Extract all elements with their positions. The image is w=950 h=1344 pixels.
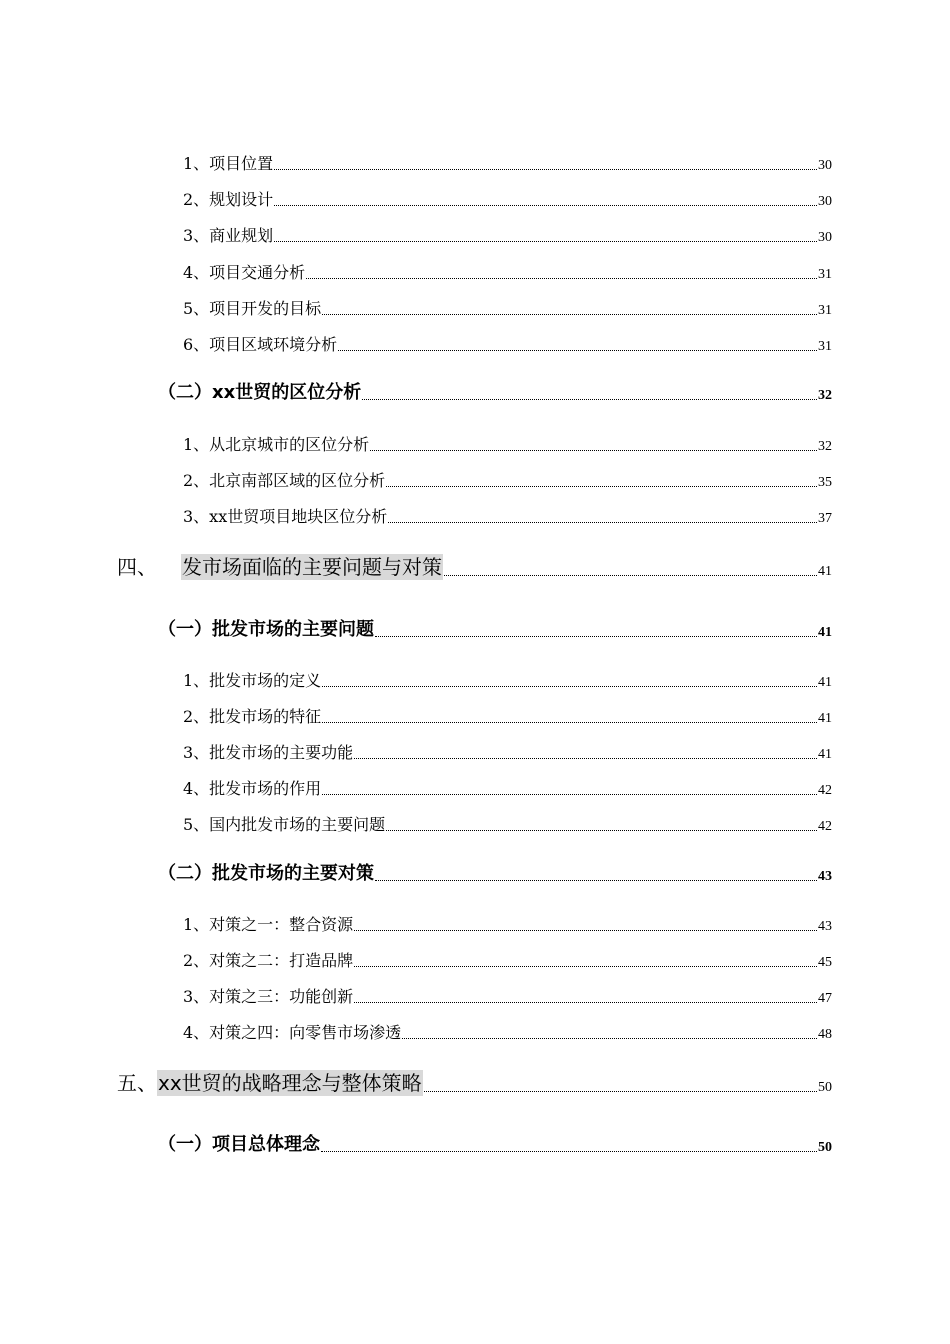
toc-entry-label: xx世贸的战略理念与整体策略 xyxy=(158,1071,422,1095)
toc-page-number: 32 xyxy=(818,439,832,454)
dot-leader xyxy=(306,278,817,279)
dot-leader xyxy=(402,1038,817,1039)
toc-entry-label: 4、批发市场的作用 xyxy=(183,779,322,798)
dot-leader xyxy=(338,350,817,351)
toc-entry-label: 3、批发市场的主要功能 xyxy=(183,743,354,762)
toc-entry[interactable] xyxy=(183,259,832,283)
toc-entry[interactable] xyxy=(183,775,832,799)
toc-page-number: 41 xyxy=(818,747,832,762)
toc-page-number: 47 xyxy=(818,991,832,1006)
toc-entry[interactable] xyxy=(183,667,832,691)
toc-entry[interactable] xyxy=(183,467,832,491)
dot-leader xyxy=(362,399,817,400)
toc-page-number: 37 xyxy=(818,511,832,526)
toc-entry[interactable] xyxy=(183,703,832,727)
toc-entry[interactable] xyxy=(183,983,832,1007)
toc-entry-label: 2、对策之二：打造品牌 xyxy=(183,951,354,970)
toc-entry[interactable] xyxy=(183,222,832,246)
toc-page-number: 31 xyxy=(818,303,832,318)
toc-entry[interactable] xyxy=(183,503,832,527)
toc-entry-label: （一）批发市场的主要问题 xyxy=(158,619,374,640)
toc-page-number: 50 xyxy=(818,1140,832,1155)
toc-page-number: 42 xyxy=(818,783,832,798)
toc-entry-label: 3、对策之三：功能创新 xyxy=(183,987,354,1006)
toc-page-number: 41 xyxy=(818,625,832,640)
dot-leader xyxy=(274,241,817,242)
toc-page-number: 30 xyxy=(818,194,832,209)
toc-page-number: 41 xyxy=(818,564,832,579)
toc-entry[interactable] xyxy=(183,947,832,971)
toc-entry[interactable] xyxy=(183,331,832,355)
dot-leader xyxy=(370,450,817,451)
toc-entry-label: 4、项目交通分析 xyxy=(183,263,306,282)
toc-entry[interactable] xyxy=(183,1019,832,1043)
toc-page-number: 41 xyxy=(818,675,832,690)
toc-page-number: 31 xyxy=(818,339,832,354)
toc-entry-label: 5、项目开发的目标 xyxy=(183,299,322,318)
dot-leader xyxy=(322,686,817,687)
dot-leader xyxy=(354,1002,817,1003)
toc-entry-label: 1、对策之一：整合资源 xyxy=(183,915,354,934)
dot-leader xyxy=(375,880,817,881)
dot-leader xyxy=(274,169,817,170)
toc-page-number: 48 xyxy=(818,1027,832,1042)
toc-page-number: 50 xyxy=(818,1080,832,1095)
toc-entry[interactable] xyxy=(183,186,832,210)
dot-leader xyxy=(375,636,817,637)
dot-leader xyxy=(444,575,817,576)
toc-page-number: 42 xyxy=(818,819,832,834)
toc-entry-label: （一）项目总体理念 xyxy=(158,1134,320,1155)
dot-leader xyxy=(386,830,817,831)
toc-entry-label: 发市场面临的主要问题与对策 xyxy=(182,555,442,579)
toc-page-number: 32 xyxy=(818,388,832,403)
toc-entry-section[interactable] xyxy=(158,1132,832,1156)
toc-entry-chapter[interactable] xyxy=(117,550,832,580)
toc-entry-section[interactable] xyxy=(158,380,832,404)
toc-entry-label: 1、从北京城市的区位分析 xyxy=(183,435,370,454)
dot-leader xyxy=(354,758,817,759)
chapter-number: 四、 xyxy=(117,555,157,579)
toc-entry-section[interactable] xyxy=(158,861,832,885)
dot-leader xyxy=(322,314,817,315)
toc-page-number: 43 xyxy=(818,919,832,934)
toc-entry-chapter[interactable] xyxy=(117,1066,832,1096)
toc-entry-label: 2、规划设计 xyxy=(183,190,274,209)
toc-entry-label: 3、商业规划 xyxy=(183,226,274,245)
dot-leader xyxy=(322,794,817,795)
dot-leader xyxy=(386,486,817,487)
dot-leader xyxy=(274,205,817,206)
toc-page-number: 35 xyxy=(818,475,832,490)
toc-entry[interactable] xyxy=(183,911,832,935)
toc-entry-label: 2、北京南部区域的区位分析 xyxy=(183,471,386,490)
dot-leader xyxy=(322,722,817,723)
toc-page-number: 41 xyxy=(818,711,832,726)
toc-entry-label: （二）批发市场的主要对策 xyxy=(158,863,374,884)
toc-entry-label: 2、批发市场的特征 xyxy=(183,707,322,726)
dot-leader xyxy=(354,930,817,931)
chapter-number: 五、 xyxy=(117,1071,157,1095)
toc-entry-label: 1、批发市场的定义 xyxy=(183,671,322,690)
toc-entry[interactable] xyxy=(183,431,832,455)
toc-entry-label: 3、xx世贸项目地块区位分析 xyxy=(183,507,388,526)
toc-entry[interactable] xyxy=(183,739,832,763)
toc-entry[interactable] xyxy=(183,150,832,174)
dot-leader xyxy=(321,1151,817,1152)
dot-leader xyxy=(354,966,817,967)
toc-entry-section[interactable] xyxy=(158,617,832,641)
toc-entry-label: （二）xx世贸的区位分析 xyxy=(158,382,362,403)
dot-leader xyxy=(424,1091,817,1092)
toc-entry-label: 1、项目位置 xyxy=(183,154,274,173)
toc-entry[interactable] xyxy=(183,295,832,319)
toc-page-number: 31 xyxy=(818,267,832,282)
toc-page-number: 30 xyxy=(818,230,832,245)
toc-entry-label: 6、项目区域环境分析 xyxy=(183,335,338,354)
dot-leader xyxy=(388,522,817,523)
toc-entry[interactable] xyxy=(183,811,832,835)
toc-entry-label: 5、国内批发市场的主要问题 xyxy=(183,815,386,834)
toc-page-number: 45 xyxy=(818,955,832,970)
toc-page-number: 43 xyxy=(818,869,832,884)
toc-entry-label: 4、对策之四：向零售市场渗透 xyxy=(183,1023,402,1042)
toc-page-number: 30 xyxy=(818,158,832,173)
